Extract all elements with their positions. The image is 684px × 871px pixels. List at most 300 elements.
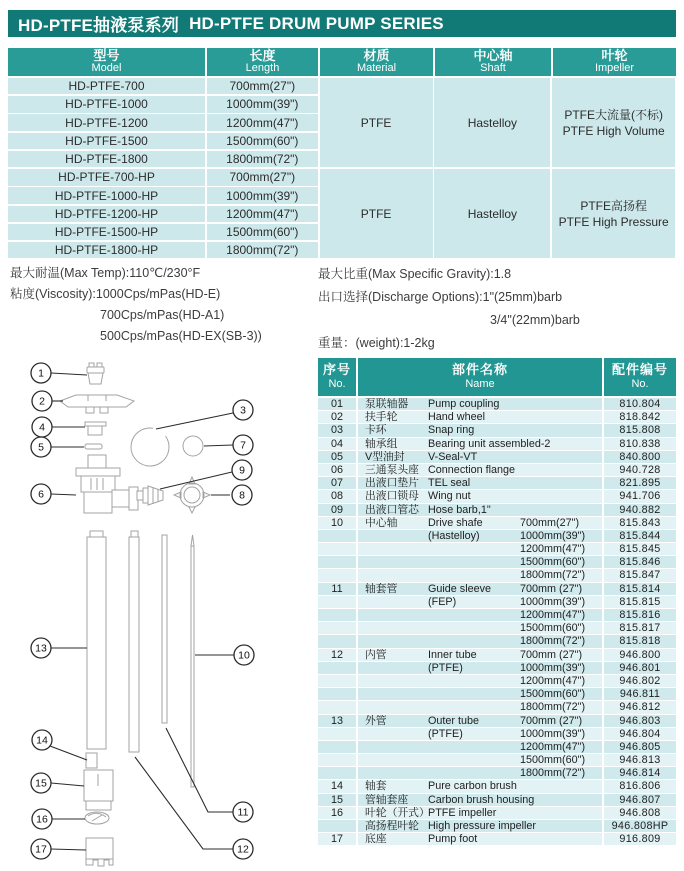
model-cell: HD-PTFE-1200-HP [8, 206, 205, 222]
parts-cell-code: 940.728 [604, 464, 676, 476]
inner-tube-drawing [129, 531, 139, 752]
parts-cell-code: 916.809 [604, 833, 676, 845]
parts-name-en: Pump foot [428, 833, 478, 846]
parts-row [318, 662, 676, 674]
model-header-cell [435, 48, 551, 76]
parts-cell-no: 02 [318, 411, 356, 423]
parts-name-size: 700mm (27") [520, 648, 583, 661]
parts-name-en: Hose barb,1" [428, 503, 491, 516]
parts-cell-code: 946.801 [604, 662, 676, 674]
parts-cell-name [358, 556, 602, 568]
callout-number: 15 [35, 777, 47, 790]
model-header-cn: 长度 [249, 48, 276, 63]
parts-name-size [520, 477, 602, 489]
parts-name-size: 700mm (27") [520, 714, 583, 727]
parts-cell-no [318, 767, 356, 779]
parts-cell-no [318, 728, 356, 740]
parts-row [318, 477, 676, 489]
parts-cell-no [318, 543, 356, 555]
callout-leader-line [51, 849, 86, 850]
parts-row [318, 688, 676, 700]
parts-cell-code: 946.813 [604, 754, 676, 766]
parts-name-en: Inner tube [428, 648, 477, 661]
hand-wheel-drawing [60, 395, 134, 413]
parts-name-en: (Hastelloy) [428, 529, 480, 542]
parts-cell-name [358, 833, 602, 845]
parts-cell-name [358, 807, 602, 819]
parts-row [318, 490, 676, 502]
parts-name-size: 1800mm(72") [520, 635, 586, 648]
parts-name-en: Pump coupling [428, 398, 500, 410]
parts-name-en: Guide sleeve [428, 582, 492, 595]
parts-cell-code: 946.808HP [604, 820, 676, 832]
parts-row [318, 754, 676, 766]
parts-name-size: 1000mm(39") [520, 595, 586, 608]
parts-cell-no [318, 635, 356, 647]
callout-number: 8 [239, 489, 245, 502]
model-cell: HD-PTFE-700 [8, 78, 205, 94]
length-cell: 1800mm(72") [207, 242, 318, 258]
shaft-cell: Hastelloy [434, 78, 550, 167]
parts-row [318, 556, 676, 568]
parts-name-en [428, 741, 520, 753]
length-cell: 1200mm(47") [207, 206, 318, 222]
impeller-drawing [85, 812, 109, 824]
model-cell: HD-PTFE-1500 [8, 133, 205, 149]
parts-cell-name [358, 596, 602, 608]
parts-name-cn: 出液口管芯 [365, 503, 419, 516]
parts-cell-no [318, 596, 356, 608]
model-table [8, 48, 676, 260]
parts-name-en: Drive shafe [428, 516, 483, 529]
parts-name-size: 1800mm(72") [520, 569, 586, 582]
length-cell: 1500mm(60") [207, 133, 318, 149]
parts-cell-name [358, 688, 602, 700]
parts-cell-code: 815.816 [604, 609, 676, 621]
parts-cell-name [358, 794, 602, 806]
parts-name-size: 1500mm(60") [520, 754, 586, 767]
connection-flange-drawing [76, 455, 138, 513]
parts-name-en [428, 635, 520, 647]
parts-name-cn [358, 556, 428, 568]
parts-name-size: 1500mm(60") [520, 556, 586, 569]
spec-line: 3/4"(22mm)barb [490, 313, 580, 327]
parts-name-cn [358, 635, 428, 647]
length-cell: 1000mm(39") [207, 96, 318, 112]
parts-name-cn [358, 543, 428, 555]
parts-row [318, 635, 676, 647]
tel-seal-drawing [183, 436, 203, 456]
callout-number: 3 [240, 404, 246, 417]
pump-coupling-drawing [87, 363, 104, 384]
length-cell: 700mm(27") [207, 169, 318, 185]
parts-cell-name [358, 464, 602, 476]
parts-name-en [428, 701, 520, 713]
parts-row [318, 767, 676, 779]
parts-header-code: 配件编号 No. [604, 358, 676, 396]
parts-row [318, 543, 676, 555]
parts-name-en [428, 767, 520, 779]
parts-cell-code: 815.845 [604, 543, 676, 555]
length-cell: 1200mm(47") [207, 114, 318, 130]
length-cell: 1000mm(39") [207, 187, 318, 203]
parts-cell-no: 08 [318, 490, 356, 502]
parts-row [318, 438, 676, 450]
callout-leader-line [50, 746, 87, 760]
model-header-cell [553, 48, 676, 76]
length-cell: 1800mm(72") [207, 151, 318, 167]
model-cell: HD-PTFE-1500-HP [8, 224, 205, 240]
outer-tube-drawing [87, 531, 106, 749]
model-cell: HD-PTFE-1000-HP [8, 187, 205, 203]
parts-name-en: Pure carbon brush [428, 780, 517, 793]
parts-name-en [428, 556, 520, 568]
impeller-en: PTFE High Pressure [558, 214, 669, 229]
parts-name-en [428, 609, 520, 621]
parts-cell-code: 946.808 [604, 807, 676, 819]
parts-name-en: High pressure impeller [428, 820, 537, 832]
parts-cell-name [358, 767, 602, 779]
parts-name-size: 1000mm(39") [520, 529, 586, 542]
parts-name-size [520, 820, 602, 832]
parts-name-en: Wing nut [428, 490, 471, 503]
callout-number: 5 [38, 441, 44, 454]
parts-cell-no [318, 675, 356, 687]
parts-cell-no: 05 [318, 451, 356, 463]
model-header-cell [207, 48, 318, 76]
parts-name-en: PTFE impeller [428, 806, 497, 819]
parts-cell-no: 11 [318, 583, 356, 595]
parts-name-cn: 泵联轴器 [365, 398, 409, 410]
model-header-cn: 型号 [93, 48, 120, 63]
parts-cell-code: 815.843 [604, 517, 676, 529]
parts-cell-code: 810.804 [604, 398, 676, 410]
model-cell: HD-PTFE-1200 [8, 114, 205, 130]
callout-leader-line [51, 373, 87, 375]
specs-left [10, 263, 262, 347]
model-table-body [8, 78, 676, 258]
parts-name-size: 700mm (27") [520, 582, 583, 595]
model-header-cn: 中心轴 [473, 48, 513, 63]
parts-cell-no: 17 [318, 833, 356, 845]
parts-row [318, 583, 676, 595]
parts-cell-name [358, 583, 602, 595]
parts-cell-code: 946.811 [604, 688, 676, 700]
parts-name-size: 1000mm(39") [520, 727, 586, 740]
parts-row [318, 517, 676, 529]
parts-row [318, 741, 676, 753]
parts-cell-code: 816.806 [604, 780, 676, 792]
model-header-cell [320, 48, 433, 76]
hose-barb-drawing [137, 486, 163, 505]
callout-leader-line [160, 472, 232, 489]
parts-name-size [520, 504, 602, 516]
parts-cell-code: 946.814 [604, 767, 676, 779]
callout-leader-line [204, 445, 233, 446]
parts-name-size: 1500mm(60") [520, 688, 586, 701]
parts-name-size [520, 438, 602, 450]
spec-line: 最大耐温(Max Temp):110℃/230°F [10, 266, 201, 280]
parts-diagram [0, 350, 310, 871]
callout-number: 11 [237, 806, 249, 819]
parts-name-size [520, 833, 602, 845]
model-header-cell [8, 48, 205, 76]
parts-name-cn: 管轴套座 [365, 793, 409, 806]
impeller-cell [552, 169, 675, 258]
parts-name-size [520, 411, 602, 423]
parts-name-cn [358, 596, 428, 608]
parts-cell-no [318, 754, 356, 766]
parts-cell-name [358, 569, 602, 581]
parts-cell-name [358, 728, 602, 740]
callout-leader-line [51, 783, 84, 786]
parts-cell-name [358, 701, 602, 713]
parts-name-cn: 中心轴 [365, 516, 398, 529]
parts-row [318, 411, 676, 423]
material-cell: PTFE [320, 78, 433, 167]
parts-row [318, 649, 676, 661]
parts-name-cn: 高扬程叶轮 [365, 820, 419, 832]
callout-leader-line [156, 413, 233, 429]
parts-name-size: 1200mm(47") [520, 740, 586, 753]
model-table-group [8, 78, 676, 167]
parts-row [318, 569, 676, 581]
parts-name-cn: 轴套 [365, 780, 387, 793]
snap-ring-drawing [124, 421, 177, 474]
parts-cell-code: 810.838 [604, 438, 676, 450]
impeller-cell [552, 78, 675, 167]
parts-cell-no: 12 [318, 649, 356, 661]
parts-row [318, 596, 676, 608]
page-title [8, 10, 676, 37]
parts-cell-code: 815.844 [604, 530, 676, 542]
callout-number: 4 [39, 421, 45, 434]
parts-row [318, 807, 676, 819]
parts-cell-code: 946.805 [604, 741, 676, 753]
parts-cell-code: 940.882 [604, 504, 676, 516]
parts-name-size: 1000mm(39") [520, 661, 586, 674]
model-cell: HD-PTFE-700-HP [8, 169, 205, 185]
parts-name-cn [358, 767, 428, 779]
callout-number: 17 [35, 843, 47, 856]
parts-cell-name [358, 820, 602, 832]
parts-table [318, 358, 676, 846]
parts-cell-code: 840.800 [604, 451, 676, 463]
parts-cell-name [358, 530, 602, 542]
parts-cell-name [358, 741, 602, 753]
parts-name-en: (PTFE) [428, 661, 463, 674]
parts-cell-name [358, 622, 602, 634]
parts-name-en [428, 569, 520, 581]
parts-cell-name [358, 715, 602, 727]
parts-header-name: 部件名称 Name [358, 358, 602, 396]
parts-name-cn: 三通泵头座 [365, 463, 419, 476]
parts-cell-code: 821.895 [604, 477, 676, 489]
parts-cell-no: 16 [318, 807, 356, 819]
specs-right [318, 263, 580, 355]
parts-cell-code: 815.846 [604, 556, 676, 568]
parts-cell-name [358, 490, 602, 502]
parts-cell-no [318, 741, 356, 753]
parts-row [318, 424, 676, 436]
callout-number: 16 [36, 813, 48, 826]
spec-line: 500Cps/mPas(HD-EX(SB-3)) [100, 329, 262, 343]
parts-row [318, 398, 676, 410]
parts-row [318, 833, 676, 845]
parts-name-en: (PTFE) [428, 727, 463, 740]
drive-shaft-drawing [191, 535, 194, 787]
parts-name-size: 1800mm(72") [520, 701, 586, 714]
parts-cell-no: 13 [318, 715, 356, 727]
impeller-cn: PTFE大流量(不标) [564, 107, 664, 122]
parts-cell-name [358, 504, 602, 516]
callout-number: 9 [239, 464, 245, 477]
callout-number: 2 [39, 395, 45, 408]
carbon-brush-drawing [86, 753, 97, 768]
parts-name-size: 1800mm(72") [520, 767, 586, 780]
parts-row [318, 820, 676, 832]
parts-name-size [520, 464, 602, 476]
parts-cell-name [358, 424, 602, 436]
parts-name-en: Bearing unit assembled-2 [428, 437, 551, 450]
parts-name-cn: 叶轮（开式） [365, 806, 430, 819]
parts-name-cn: 卡环 [365, 424, 387, 437]
callout-number: 12 [237, 843, 249, 856]
parts-row [318, 728, 676, 740]
parts-cell-code: 946.807 [604, 794, 676, 806]
parts-cell-no [318, 820, 356, 832]
bearing-unit-drawing [85, 422, 106, 435]
parts-name-cn: 轴套管 [365, 582, 398, 595]
parts-cell-name [358, 635, 602, 647]
parts-cell-no: 14 [318, 780, 356, 792]
model-table-group [8, 169, 676, 258]
length-cell: 1500mm(60") [207, 224, 318, 240]
spec-line: 粘度(Viscosity):1000Cps/mPas(HD-E) [10, 287, 221, 301]
parts-row [318, 780, 676, 792]
parts-name-size: 1500mm(60") [520, 622, 586, 635]
impeller-cn: PTFE高扬程 [580, 198, 648, 213]
parts-cell-name [358, 411, 602, 423]
v-seal-drawing [85, 444, 102, 449]
parts-cell-name [358, 675, 602, 687]
parts-cell-no [318, 530, 356, 542]
parts-name-en: Snap ring [428, 424, 475, 437]
parts-name-cn [358, 675, 428, 687]
material-cell: PTFE [320, 169, 433, 258]
parts-row [318, 609, 676, 621]
parts-name-cn: V型油封 [365, 450, 405, 463]
parts-cell-name [358, 754, 602, 766]
parts-name-en: (FEP) [428, 595, 457, 608]
wing-nut-drawing [174, 477, 210, 513]
parts-cell-code: 815.818 [604, 635, 676, 647]
callout-number: 7 [240, 439, 246, 452]
model-header-en: Length [245, 62, 280, 74]
parts-cell-code: 815.815 [604, 596, 676, 608]
parts-name-size [520, 451, 602, 463]
parts-cell-name [358, 477, 602, 489]
impeller-en: PTFE High Volume [562, 123, 665, 138]
parts-cell-code: 946.812 [604, 701, 676, 713]
parts-name-cn [358, 609, 428, 621]
parts-table-header [318, 358, 676, 396]
callout-number: 13 [35, 642, 47, 655]
parts-row [318, 464, 676, 476]
parts-cell-name [358, 398, 602, 410]
parts-cell-no [318, 569, 356, 581]
parts-name-en [428, 688, 520, 700]
parts-name-en: V-Seal-VT [428, 450, 478, 463]
parts-name-en [428, 543, 520, 555]
guide-sleeve-drawing [162, 535, 167, 723]
parts-name-cn: 出液口锁母 [365, 490, 419, 503]
parts-name-cn: 内管 [365, 648, 387, 661]
parts-cell-no [318, 609, 356, 621]
parts-name-cn: 出液口垫片 [365, 477, 419, 490]
parts-name-size [520, 807, 602, 819]
parts-name-size [520, 424, 602, 436]
parts-name-size [520, 794, 602, 806]
parts-cell-no: 03 [318, 424, 356, 436]
parts-cell-no [318, 556, 356, 568]
model-cell: HD-PTFE-1800-HP [8, 242, 205, 258]
parts-cell-no [318, 622, 356, 634]
parts-cell-no [318, 688, 356, 700]
callout-leader-line [135, 757, 233, 849]
length-cell: 700mm(27") [207, 78, 318, 94]
spec-line: 最大比重(Max Specific Gravity):1.8 [318, 267, 512, 281]
parts-cell-no: 09 [318, 504, 356, 516]
model-header-en: Material [356, 62, 397, 74]
parts-name-cn [358, 728, 428, 740]
parts-name-en [428, 622, 520, 634]
parts-cell-no: 04 [318, 438, 356, 450]
model-cell: HD-PTFE-1800 [8, 151, 205, 167]
parts-name-size [520, 780, 602, 792]
parts-row [318, 701, 676, 713]
parts-row [318, 451, 676, 463]
callout-number: 14 [36, 734, 48, 747]
parts-cell-code: 946.802 [604, 675, 676, 687]
parts-cell-name [358, 780, 602, 792]
page-title-en: HD-PTFE DRUM PUMP SERIES [189, 13, 444, 33]
parts-name-en: Outer tube [428, 714, 480, 727]
parts-name-cn: 扶手轮 [365, 411, 398, 424]
parts-cell-name [358, 438, 602, 450]
parts-name-cn [358, 530, 428, 542]
parts-name-size: 1200mm(47") [520, 674, 586, 687]
parts-name-size [520, 490, 602, 502]
parts-row [318, 794, 676, 806]
parts-cell-code: 946.803 [604, 715, 676, 727]
parts-name-cn: 外管 [365, 714, 387, 727]
parts-table-rows [318, 398, 676, 845]
parts-name-en [428, 754, 520, 766]
parts-cell-name [358, 517, 602, 529]
parts-name-en: Connection flange [428, 463, 516, 476]
parts-cell-code: 815.847 [604, 569, 676, 581]
parts-cell-code: 946.800 [604, 649, 676, 661]
parts-cell-no: 07 [318, 477, 356, 489]
parts-header-no: 序号 No. [318, 358, 356, 396]
parts-cell-no: 01 [318, 398, 356, 410]
model-table-header [8, 48, 676, 76]
callout-number: 10 [238, 649, 250, 662]
parts-cell-no: 15 [318, 794, 356, 806]
parts-cell-no [318, 662, 356, 674]
parts-cell-name [358, 451, 602, 463]
